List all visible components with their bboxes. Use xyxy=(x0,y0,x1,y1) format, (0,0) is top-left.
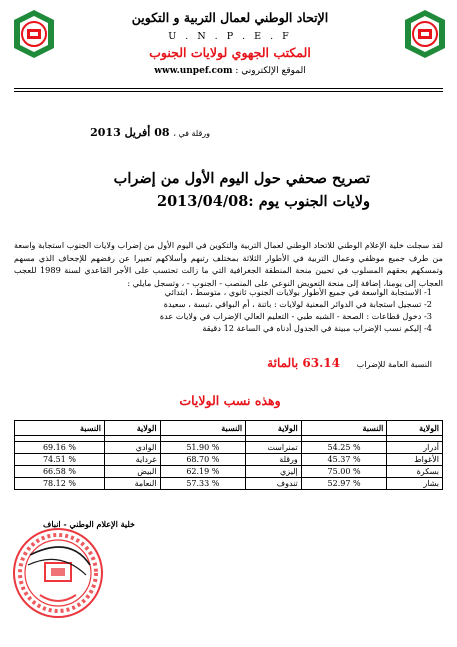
regional-bureau-name: المكتب الجهوي لولايات الجنوب xyxy=(149,45,311,60)
table-cell: البيض xyxy=(104,466,160,478)
list-item: 1- الاستجابة الواسعة في جميع الأطوار بولايات الجنوب ثانوي ، متوسط ، ابتدائي xyxy=(164,287,432,297)
table-cell: 69.16 % xyxy=(15,442,105,454)
date-value: 08 أفريل 2013 xyxy=(90,126,170,139)
date-label: ورقلة في ، xyxy=(173,129,210,138)
website-url[interactable]: www.unpef.com xyxy=(154,66,233,76)
table-row xyxy=(15,478,443,490)
list-item: 3- دخول قطاعات : الصحة - الشبه طبي - التعليم العالي الإضراب في ولايات عدة xyxy=(159,311,432,321)
table-cell: 62.19 % xyxy=(160,466,246,478)
table-cell: 66.58 % xyxy=(15,466,105,478)
header-divider xyxy=(14,88,443,89)
signature-line: خلية الإعلام الوطني - انباف xyxy=(43,519,135,529)
column-header: الولاية xyxy=(246,421,302,436)
column-header: النسبة xyxy=(15,421,105,436)
table-cell: إليزي xyxy=(246,466,302,478)
table-cell: بشار xyxy=(387,478,443,490)
points-list xyxy=(130,286,432,334)
table-row xyxy=(15,442,443,454)
table-header-row xyxy=(15,421,443,436)
table-cell: 54.25 % xyxy=(301,442,387,454)
table-cell: الوادي xyxy=(104,442,160,454)
table-cell: الأغواط xyxy=(387,454,443,466)
overall-label: النسبة العامة للإضراب xyxy=(356,359,432,369)
document-title-line1: تصريح صحفي حول اليوم الأول من إضراب xyxy=(113,170,370,187)
results-table xyxy=(14,420,443,490)
list-item: 4- إليكم نسب الإضراب مبينة في الجدول أدناه في الساعة 12 دقيقة xyxy=(202,323,432,333)
table-row xyxy=(15,454,443,466)
table-cell: 52.97 % xyxy=(301,478,387,490)
table-cell: 68.70 % xyxy=(160,454,246,466)
official-stamp-icon xyxy=(10,525,106,621)
document-title-line2: ولايات الجنوب يوم :2013/04/08 xyxy=(156,193,370,210)
document-date xyxy=(70,126,210,139)
table-row xyxy=(15,466,443,478)
table-cell: تندوف xyxy=(246,478,302,490)
list-item: 2- تسجيل استجابة في الدوائر المعنية لولايات : باتنة ، أم البواقي ،تبسة ، سعيدة xyxy=(163,299,432,309)
intro-paragraph: لقد سجلت خلية الإعلام الوطني للاتحاد الوطني لعمال التربية والتكوين في اليوم الأول من إضراب ولايات الجنوب استجابة واسعة من طرف جميع موظفي وعمال التربية في الأطوار الثلاثة بمختلف رتبهم وأسلاكهم تعبيرا عن رفضهم للإجحاف الذي مسهم وتمسكهم بحقهم المسلوب في تحيين منحة المنطقة الجغرافية التي ما زالت تحتسب على الأجر القاعدي لسنة 1989 للعجب العجاب إلى يومنا، إضافة إلى منحة التعويض النوعي على المنصب - الجنوب - ، وتسجل مايلي : xyxy=(14,240,443,288)
column-header: الولاية xyxy=(104,421,160,436)
overall-rate xyxy=(160,356,432,370)
overall-value: 63.14 بالمائة xyxy=(267,356,340,370)
table-cell: بسكرة xyxy=(387,466,443,478)
column-header: النسبة xyxy=(160,421,246,436)
website-line xyxy=(80,66,380,76)
website-label: الموقع الإلكتروني : xyxy=(235,66,306,76)
column-header: النسبة xyxy=(301,421,387,436)
table-cell: 57.33 % xyxy=(160,478,246,490)
union-name: الإتحاد الوطني لعمال التربية و التكوين xyxy=(131,10,329,25)
table-cell: أدرار xyxy=(387,442,443,454)
table-cell: 75.00 % xyxy=(301,466,387,478)
table-cell: غرداية xyxy=(104,454,160,466)
table-cell: 45.37 % xyxy=(301,454,387,466)
table-cell: 74.51 % xyxy=(15,454,105,466)
table-cell: ورقلة xyxy=(246,454,302,466)
column-header: الولاية xyxy=(387,421,443,436)
union-logo-left-icon xyxy=(10,8,58,60)
table-cell: النعامة xyxy=(104,478,160,490)
header-divider-thin xyxy=(14,91,443,92)
union-abbreviation: U . N . P . E . F xyxy=(168,31,292,42)
table-cell: 78.12 % xyxy=(15,478,105,490)
table-cell: تمنراست xyxy=(246,442,302,454)
union-logo-right-icon xyxy=(401,8,449,60)
table-heading: وهذه نسب الولايات xyxy=(179,393,281,408)
table-cell: 51.90 % xyxy=(160,442,246,454)
